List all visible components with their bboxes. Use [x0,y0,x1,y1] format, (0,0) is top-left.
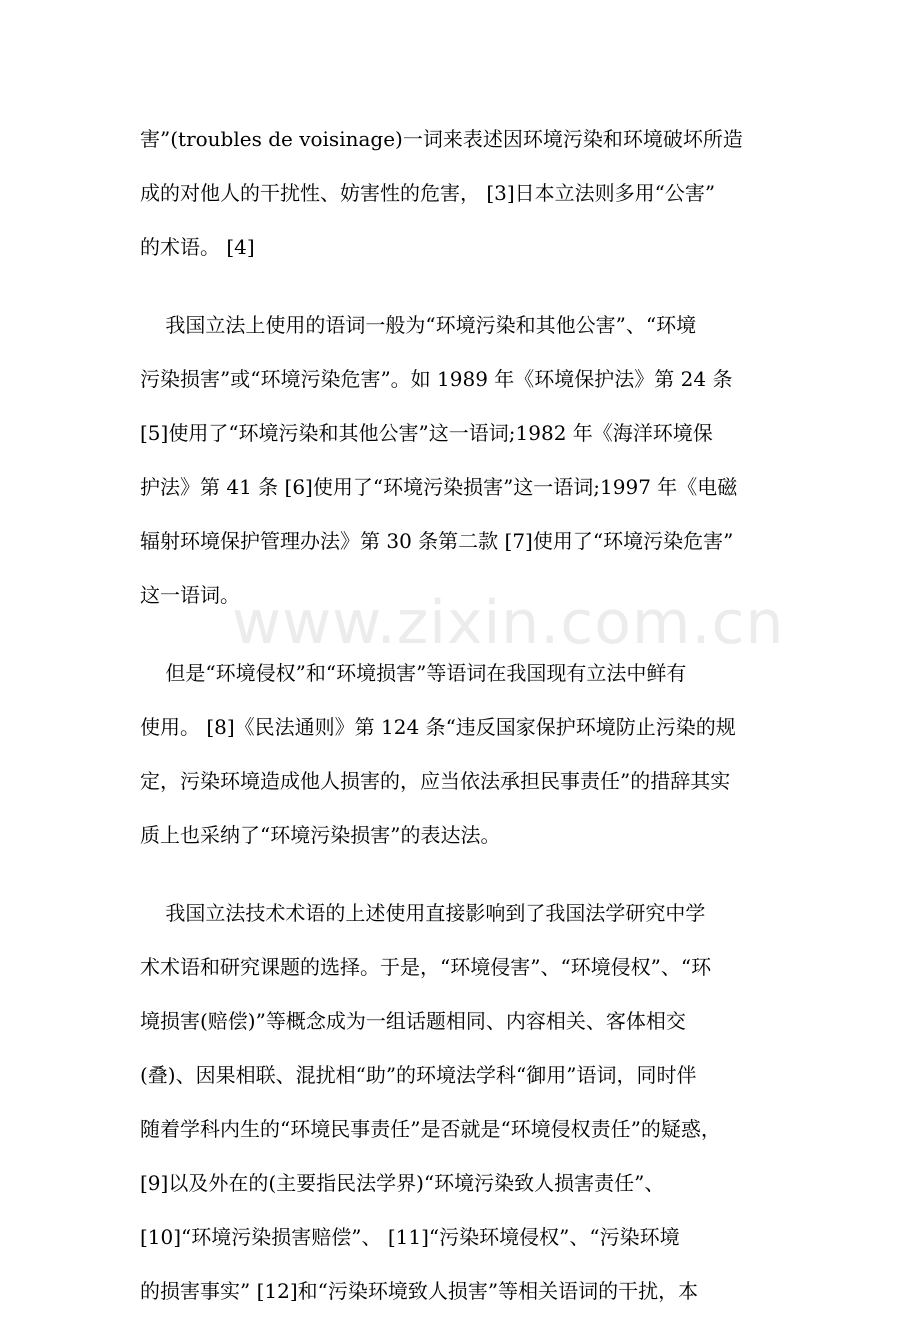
text-line: 的术语。 [4] [140,235,255,259]
text-line: 这一语词。 [140,583,240,607]
text-line: 的损害事实” [12]和“污染环境致人损害”等相关语词的干扰，本 [140,1279,699,1303]
text-line: 质上也采纳了“环境污染损害”的表达法。 [140,823,501,847]
text-line: 定，污染环境造成他人损害的，应当依法承担民事责任”的措辞其实 [140,769,731,793]
text-line: 我国立法技术术语的上述使用直接影响到了我国法学研究中学 [140,901,706,925]
text-line: 使用。 [8]《民法通则》第 124 条“违反国家保护环境防止污染的规 [140,715,736,739]
text-line: [5]使用了“环境污染和其他公害”这一语词;1982 年《海洋环境保 [140,421,713,445]
text-line: 但是“环境侵权”和“环境损害”等语词在我国现有立法中鲜有 [140,661,687,685]
text-line: 我国立法上使用的语词一般为“环境污染和其他公害”、“环境 [140,313,697,337]
text-line: 随着学科内生的“环境民事责任”是否就是“环境侵权责任”的疑惑， [140,1117,721,1141]
paragraph [140,298,780,622]
document-body [140,112,780,1342]
text-line: 护法》第 41 条 [6]使用了“环境污染损害”这一语词;1997 年《电磁 [140,475,738,499]
text-line: 辐射环境保护管理办法》第 30 条第二款 [7]使用了“环境污染危害” [140,529,734,553]
text-line: 术术语和研究课题的选择。于是，“环境侵害”、“环境侵权”、“环 [140,955,712,979]
text-line: [10]“环境污染损害赔偿”、 [11]“污染环境侵权”、“污染环境 [140,1225,680,1249]
paragraph [140,112,780,274]
text-line: 境损害(赔偿)”等概念成为一组话题相同、内容相关、客体相交 [140,1009,686,1033]
paragraph [140,646,780,862]
text-line: (叠)、因果相联、混扰相“助”的环境法学科“御用”语词，同时伴 [140,1063,697,1087]
watermark: www.zixin.com.cn [232,588,785,658]
text-line: 污染损害”或“环境污染危害”。如 1989 年《环境保护法》第 24 条 [140,367,733,391]
text-line: [9]以及外在的(主要指民法学界)“环境污染致人损害责任”、 [140,1171,665,1195]
text-line: 害”(troubles de voisinage)一词来表述因环境污染和环境破坏所造 [140,127,743,151]
paragraph [140,886,780,1318]
text-line: 成的对他人的干扰性、妨害性的危害， [3]日本立法则多用“公害” [140,181,716,205]
